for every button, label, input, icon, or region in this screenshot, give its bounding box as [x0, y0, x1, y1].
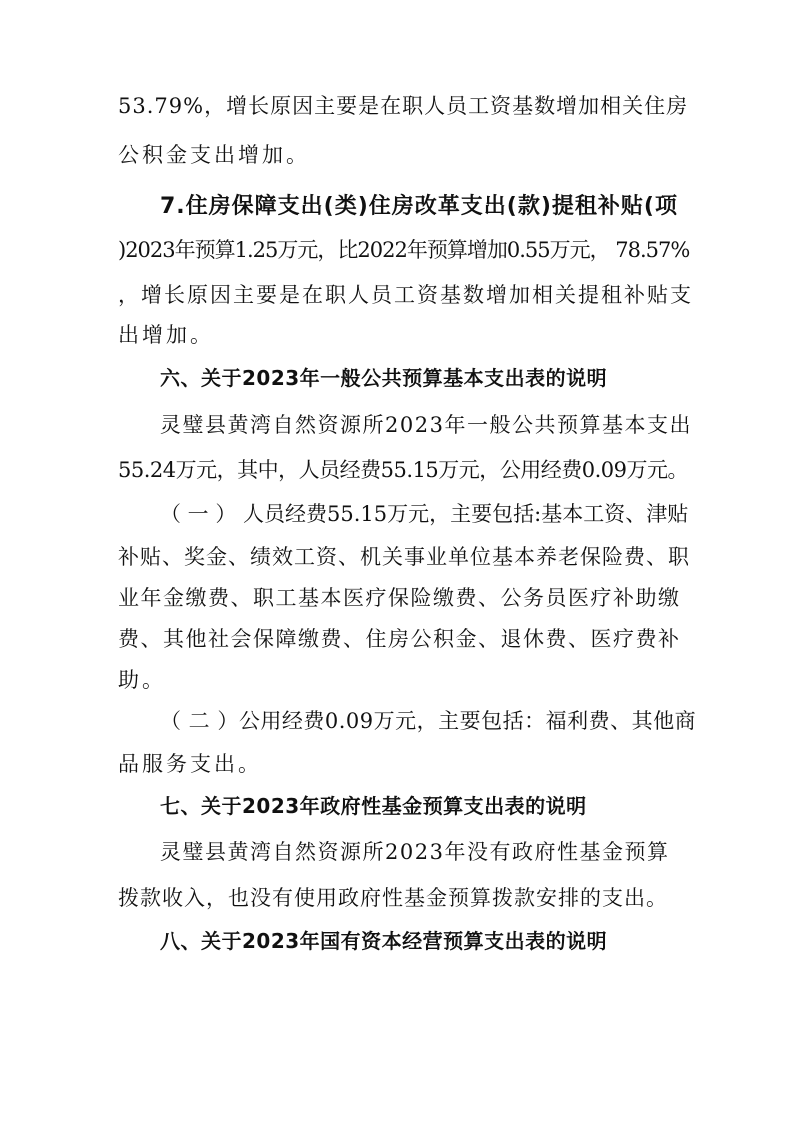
- paragraph-line: )2023年预算1.25万元，比2022年预算增加0.55万元， 78.57%: [118, 238, 690, 262]
- paragraph-line: 55.24万元，其中，人员经费55.15万元，公用经费0.09万元。: [118, 458, 688, 482]
- paragraph-line: 公积金支出增加。: [118, 143, 310, 167]
- paragraph-line: 补贴、奖金、绩效工资、机关事业单位基本养老保险费、职: [118, 545, 690, 569]
- section-heading: 六、关于2023年一般公共预算基本支出表的说明: [160, 366, 608, 390]
- paragraph-line: 助。: [118, 668, 166, 692]
- paragraph-line: 费、其他社会保障缴费、住房公积金、退休费、医疗费补: [118, 627, 681, 651]
- section-heading: 八、关于2023年国有资本经营预算支出表的说明: [160, 929, 608, 953]
- paragraph-line: 灵璧县黄湾自然资源所2023年没有政府性基金预算: [160, 840, 670, 864]
- section-heading: 七、关于2023年政府性基金预算支出表的说明: [160, 794, 587, 818]
- paragraph-line: 业年金缴费、职工基本医疗保险缴费、公务员医疗补助缴: [118, 586, 681, 610]
- paragraph-line: （ 二 ）公用经费0.09万元，主要包括：福利费、其他商: [160, 709, 697, 733]
- paragraph-line: 灵璧县黄湾自然资源所2023年一般公共预算基本支出: [160, 413, 692, 437]
- paragraph-line: 53.79%，增长原因主要是在职人员工资基数增加相关住房: [118, 94, 689, 118]
- paragraph-line: 拨款收入，也没有使用政府性基金预算拨款安排的支出。: [118, 886, 668, 910]
- paragraph-line: （ 一 ） 人员经费55.15万元，主要包括:基本工资、津贴: [160, 502, 689, 526]
- paragraph-line: 出增加。: [118, 323, 214, 347]
- paragraph-line: 品服务支出。: [118, 752, 262, 776]
- item-heading: 7.住房保障支出(类)住房改革支出(款)提租补贴(项: [160, 194, 678, 219]
- paragraph-line: ，增长原因主要是在职人员工资基数增加相关提租补贴支: [118, 283, 693, 307]
